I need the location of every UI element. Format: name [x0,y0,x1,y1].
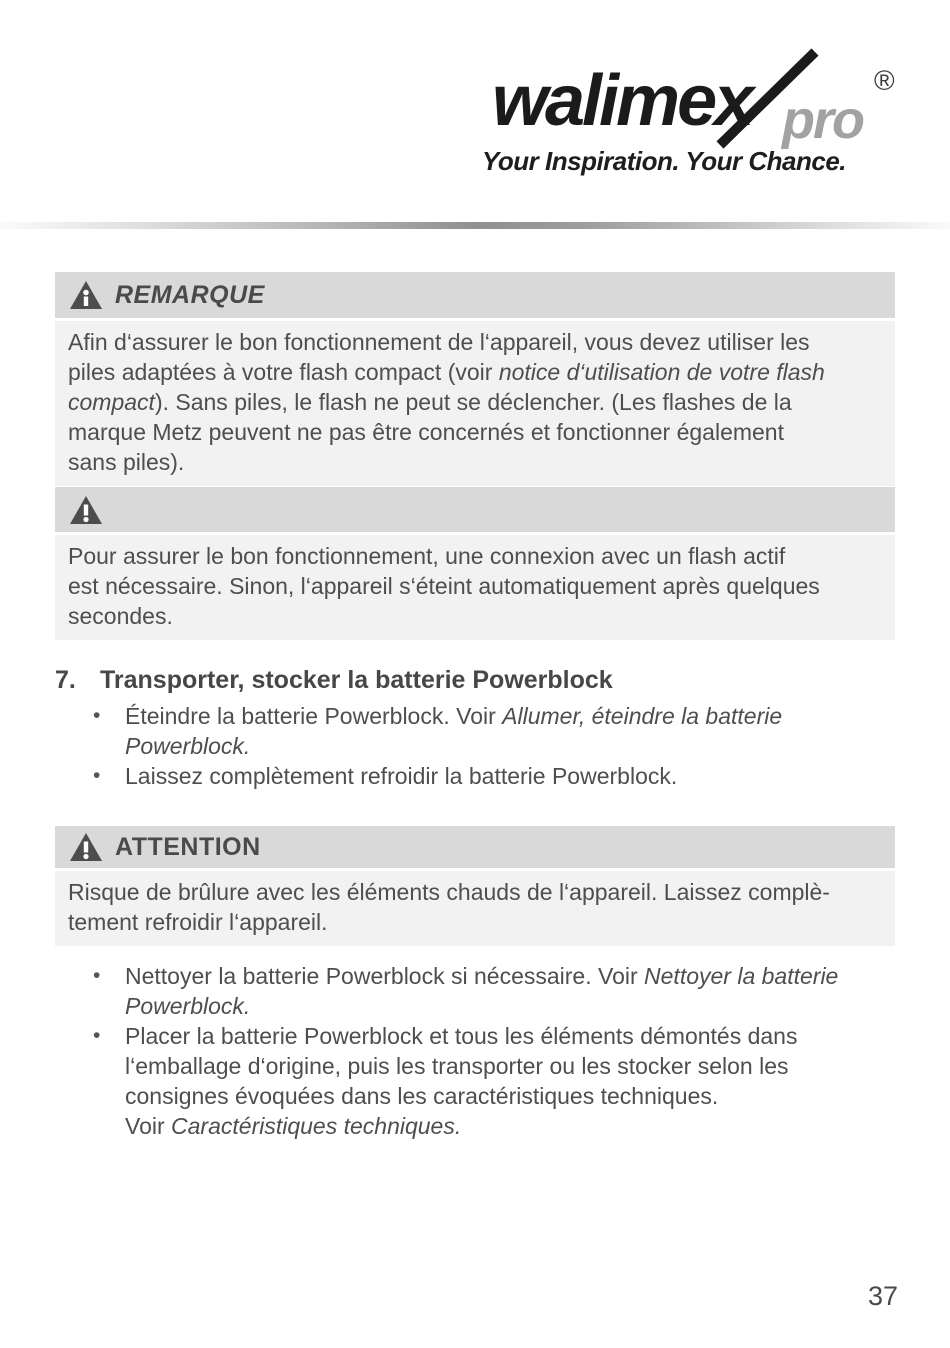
bullet-marker: • [93,704,101,727]
list-item [55,701,915,761]
bullet-list [55,701,915,791]
warning-triangle-icon [69,832,103,862]
notice-box-remarque-body: Afin d‘assurer le bon fonctionnement de l‘appareil, vous devez utiliser les piles adaptées à votre flash compact (voir notice d‘utilisation de votre flash compact). Sans piles, le flash ne peut se déclencher. (Les flashes de la marque Metz peuvent ne pas être concernés et fonctionner également sans piles). [55,321,895,486]
list-item [55,761,915,791]
info-triangle-icon [69,280,103,310]
notice-box-title: ATTENTION [115,832,261,861]
registered-trademark-icon: ® [874,65,895,96]
notice-box-warning-body: Pour assurer le bon fonctionnement, une connexion avec un flash actif est nécessaire. Sinon, l‘appareil s‘éteint automatiquement après quelques secondes. [55,535,895,640]
list-item [55,1021,915,1141]
section-7 [55,664,915,791]
bullet-marker: • [93,1024,101,1047]
notice-box-remarque-header [55,272,895,318]
notice-box-attention-header [55,826,895,868]
header-divider-rule [0,222,950,229]
section-heading [55,664,915,696]
logo-brand-text: walimex [492,61,752,141]
section-title: Transporter, stocker la batterie Powerblock [100,666,613,694]
list-item [55,961,915,1021]
warning-triangle-icon [69,495,103,525]
list-item-text: Placer la batterie Powerblock et tous les éléments démontés dans l‘emballage d‘origine, puis les transporter ou les stocker selon les consignes évoquées dans les caractéristiques techniques. Voir Caractéristiques techniques. [125,1023,798,1139]
notice-box-remarque [55,272,895,486]
logo-suffix-text: pro [782,90,863,150]
section-number: 7. [55,666,76,694]
brand-tagline: Your Inspiration. Your Chance. [482,146,846,176]
list-item-text: Laissez complètement refroidir la batterie Powerblock. [125,763,678,789]
page-number: 37 [867,1281,898,1311]
bullet-marker: • [93,764,101,787]
notice-box-attention [55,826,895,946]
notice-box-warning-header [55,487,895,532]
list-item-text: Éteindre la batterie Powerblock. Voir Allumer, éteindre la batterie Powerblock. [125,703,783,759]
notice-box-attention-body: Risque de brûlure avec les éléments chauds de l‘appareil. Laissez complè- tement refroidir l‘appareil. [55,871,895,946]
notice-box-title: REMARQUE [115,280,265,309]
walimex-pro-logo [490,46,900,151]
bullet-list [55,961,915,1141]
notice-box-warning [55,487,895,640]
list-item-text: Nettoyer la batterie Powerblock si nécessaire. Voir Nettoyer la batterie Powerblock. [125,963,839,1019]
bullet-marker: • [93,964,101,987]
